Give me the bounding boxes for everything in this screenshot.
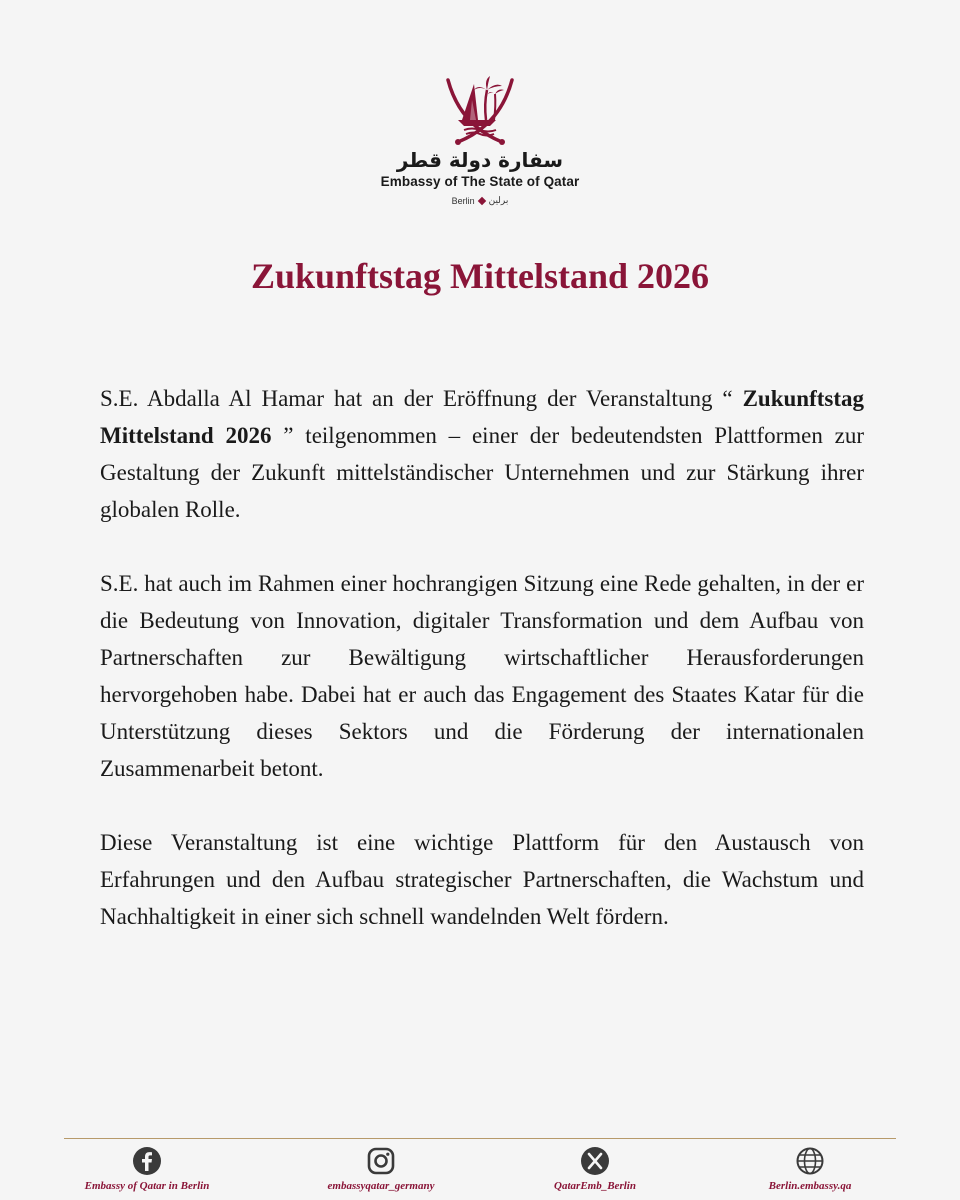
x-label: QatarEmb_Berlin [554, 1180, 636, 1192]
facebook-label: Embassy of Qatar in Berlin [84, 1180, 210, 1192]
instagram-label: embassyqatar_germany [327, 1180, 435, 1192]
globe-icon [795, 1146, 825, 1176]
instagram-link[interactable] [281, 1146, 481, 1192]
paragraph-1-event-name: Zukunftstag Mittelstand 2026 [100, 386, 864, 448]
paragraph-3: Diese Veranstaltung ist eine wichtige Plattform für den Austausch von Erfahrungen und den Aufbau strategischer Partnerschaften, die Wachstum und Nachhaltigkeit in einer sich schnell wandelnden Welt fördern. [100, 830, 864, 929]
qatar-emblem-icon [440, 70, 520, 148]
instagram-icon [366, 1146, 396, 1176]
website-label: Berlin.embassy.qa [768, 1180, 852, 1192]
paragraph-2: S.E. hat auch im Rahmen einer hochrangigen Sitzung eine Rede gehalten, in der er die Bedeutung von Innovation, digitaler Transformation und dem Aufbau von Partnerschaften zur Bewältigung wirtschaftlicher Herausforderungen hervorgehoben habe. Dabei hat er auch das Engagement des Staates Katar für die Unterstützung dieses Sektors und die Förderung der internationalen Zusammenarbeit betont. [100, 571, 864, 781]
website-link[interactable] [710, 1146, 910, 1192]
x-icon [580, 1146, 610, 1176]
city-english: Berlin [451, 195, 475, 206]
x-link[interactable] [495, 1146, 695, 1192]
footer-divider [64, 1138, 896, 1139]
city-arabic: برلين [488, 195, 509, 205]
embassy-city-line [452, 195, 509, 206]
embassy-english-name: Embassy of The State of Qatar [380, 174, 580, 189]
facebook-icon [132, 1146, 162, 1176]
page-title: Zukunftstag Mittelstand 2026 [250, 256, 710, 296]
paragraph-1 [100, 380, 864, 528]
article-body [100, 380, 864, 972]
facebook-link[interactable] [47, 1146, 247, 1192]
paragraph-1-end: ” teilgenommen – einer der bedeutendsten Plattformen zur Gestaltung der Zukunft mittelständischer Unternehmen und zur Stärkung ihrer globalen Rolle. [100, 423, 865, 522]
embassy-logo [0, 70, 960, 206]
paragraph-1-start: S.E. Abdalla Al Hamar hat an der Eröffnung der Veranstaltung “ [100, 386, 743, 411]
embassy-arabic-name: سفارة دولة قطر [396, 148, 564, 172]
diamond-icon [477, 196, 485, 204]
